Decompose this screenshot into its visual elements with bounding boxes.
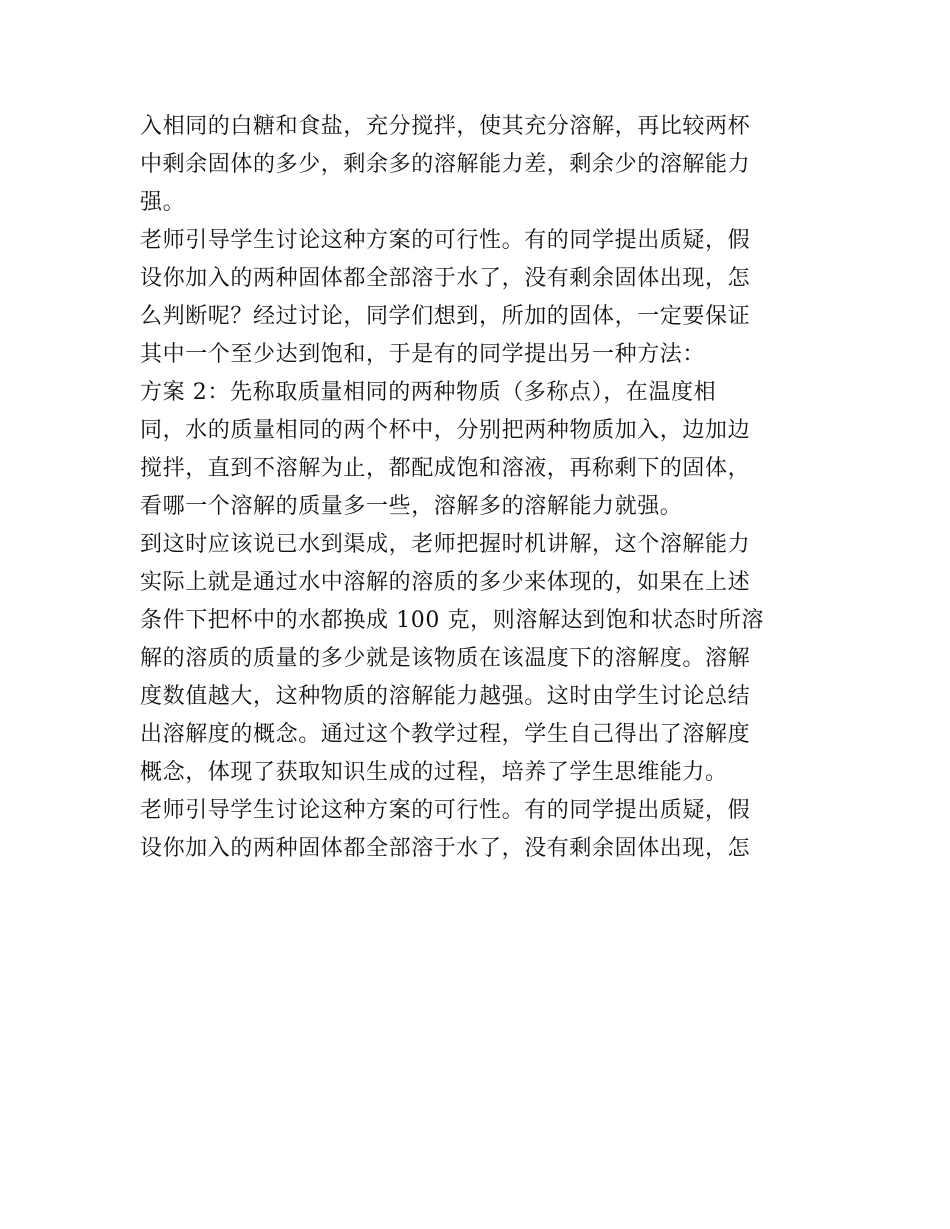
text-line: 条件下把杯中的水都换成 100 克，则溶解达到饱和状态时所溶 bbox=[140, 608, 764, 633]
text-line: 实际上就是通过水中溶解的溶质的多少来体现的，如果在上述 bbox=[140, 570, 751, 595]
text-line: 出溶解度的概念。通过这个教学过程，学生自己得出了溶解度 bbox=[140, 722, 751, 747]
text-line: 中剩余固体的多少，剩余多的溶解能力差，剩余少的溶解能力 bbox=[140, 152, 751, 177]
text-line: 设你加入的两种固体都全部溶于水了，没有剩余固体出现，怎 bbox=[140, 266, 751, 291]
text-line: 设你加入的两种固体都全部溶于水了，没有剩余固体出现，怎 bbox=[140, 836, 751, 861]
text-line: 概念，体现了获取知识生成的过程，培养了学生思维能力。 bbox=[140, 760, 728, 785]
text-line: 看哪一个溶解的质量多一些，溶解多的溶解能力就强。 bbox=[140, 494, 683, 519]
text-line: 入相同的白糖和食盐，充分搅拌，使其充分溶解，再比较两杯 bbox=[140, 114, 751, 139]
text-line: 搅拌，直到不溶解为止，都配成饱和溶液，再称剩下的固体， bbox=[140, 456, 751, 481]
text-line: 强。 bbox=[140, 190, 186, 215]
text-line: 老师引导学生讨论这种方案的可行性。有的同学提出质疑，假 bbox=[140, 798, 751, 823]
text-line: 么判断呢？经过讨论，同学们想到，所加的固体，一定要保证 bbox=[140, 304, 751, 329]
document-body bbox=[140, 108, 812, 868]
text-line: 度数值越大，这种物质的溶解能力越强。这时由学生讨论总结 bbox=[140, 684, 751, 709]
text-line: 其中一个至少达到饱和，于是有的同学提出另一种方法： bbox=[140, 342, 706, 367]
text-line: 老师引导学生讨论这种方案的可行性。有的同学提出质疑，假 bbox=[140, 228, 751, 253]
text-line: 同，水的质量相同的两个杯中，分别把两种物质加入，边加边 bbox=[140, 418, 751, 443]
text-line: 到这时应该说已水到渠成，老师把握时机讲解，这个溶解能力 bbox=[140, 532, 751, 557]
text-line: 解的溶质的质量的多少就是该物质在该温度下的溶解度。溶解 bbox=[140, 646, 751, 671]
text-line: 方案 2：先称取质量相同的两种物质（多称点），在温度相 bbox=[140, 380, 717, 405]
